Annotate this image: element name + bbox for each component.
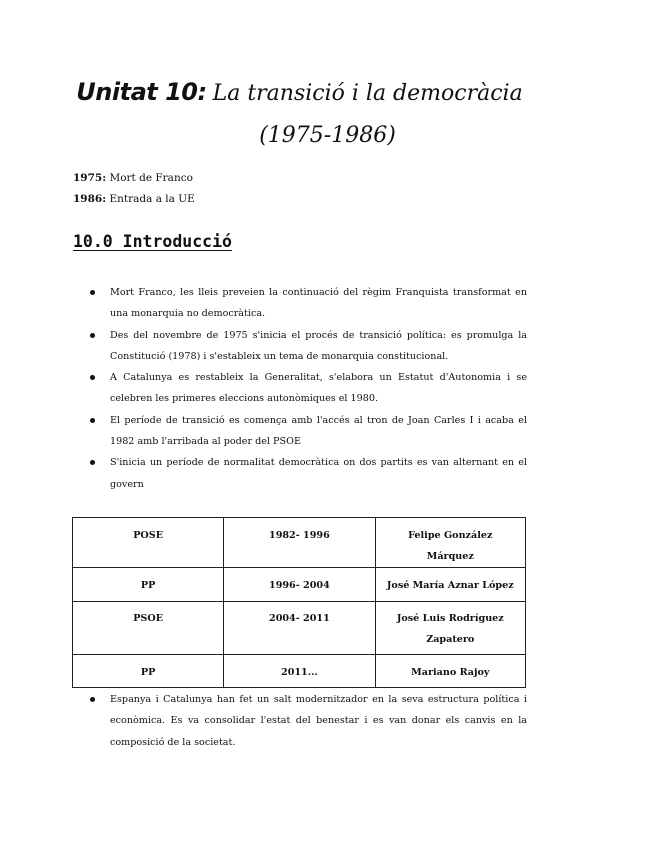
years-cell: 1982- 1996 (224, 518, 375, 568)
title-line-1 (0, 72, 627, 114)
unit-period: (1975-1986) (259, 123, 396, 148)
table-row (73, 655, 526, 688)
leader-cell: Felipe González Márquez (375, 518, 525, 568)
date-entry (73, 168, 195, 189)
date-event: Entrada a la UE (109, 193, 195, 205)
party-cell: PSOE (73, 602, 224, 655)
intro-bullet-list (73, 282, 527, 495)
years-cell: 1996- 2004 (224, 568, 375, 602)
date-entry (73, 189, 195, 210)
party-cell: PP (73, 568, 224, 602)
table-row (73, 602, 526, 655)
bullet-item: El període de transició es comença amb l'accés al tron de Joan Carles I i acaba el 1982 amb l'arribada al poder del PSOE (73, 410, 527, 453)
party-cell: PP (73, 655, 224, 688)
table-row (73, 568, 526, 602)
title-line-2 (0, 115, 655, 156)
section-heading: 10.0 Introducció (73, 232, 232, 251)
bullet-item: S'inicia un període de normalitat democràtica on dos partits es van alternant en el govern (73, 452, 527, 495)
closing-bullet-list (73, 689, 527, 753)
governments-table (72, 517, 526, 688)
date-event: Mort de Franco (109, 172, 193, 184)
date-year: 1986: (73, 193, 107, 205)
leader-cell: Mariano Rajoy (375, 655, 525, 688)
leader-cell: José María Aznar López (375, 568, 525, 602)
bullet-item: Des del novembre de 1975 s'inicia el procés de transició política: es promulga la Constitució (1978) i s'estableix un tema de monarquia constitucional. (73, 325, 527, 368)
key-dates (73, 168, 195, 210)
leader-cell: José Luis Rodríguez Zapatero (375, 602, 525, 655)
party-cell: POSE (73, 518, 224, 568)
years-cell: 2004- 2011 (224, 602, 375, 655)
bullet-item: Mort Franco, les lleis preveien la continuació del règim Franquista transformat en una monarquia no democràtica. (73, 282, 527, 325)
bullet-item: A Catalunya es restableix la Generalitat, s'elabora un Estatut d'Autonomia i se celebren les primeres eleccions autonòmiques el 1980. (73, 367, 527, 410)
table-row (73, 518, 526, 568)
date-year: 1975: (73, 172, 107, 184)
bullet-item: Espanya i Catalunya han fet un salt modernitzador en la seva estructura política i econòmica. Es va consolidar l'estat del benestar i es van donar els canvis en la composició de la societat. (73, 689, 527, 753)
unit-topic: La transició i la democràcia (212, 81, 523, 106)
years-cell: 2011... (224, 655, 375, 688)
document-title (0, 72, 655, 156)
unit-label: Unitat 10: (76, 78, 207, 106)
